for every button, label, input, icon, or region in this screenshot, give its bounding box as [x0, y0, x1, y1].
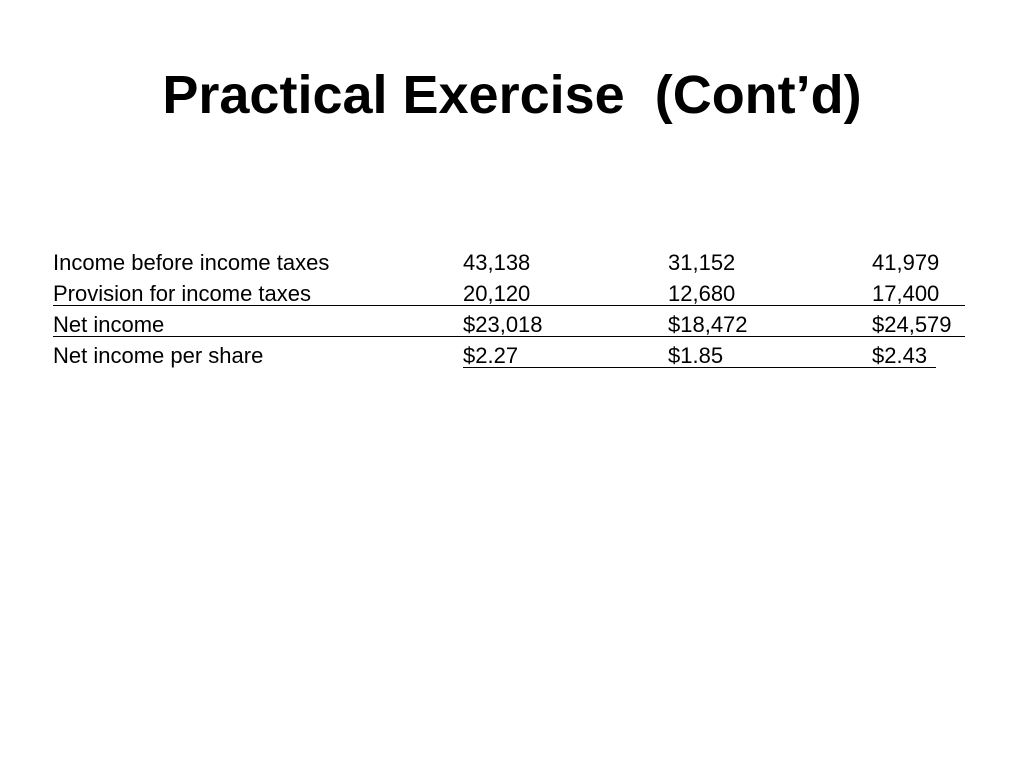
- row-label: Provision for income taxes: [53, 281, 311, 306]
- row-label: Income before income taxes: [53, 250, 330, 275]
- table-row-provision-for-taxes: [53, 278, 973, 309]
- row-value-col2: $1.85: [668, 343, 724, 368]
- row-value-col1: 20,120: [463, 281, 531, 306]
- row-underline: [463, 367, 936, 368]
- row-label: Net income: [53, 312, 165, 337]
- row-value-col3: 17,400: [872, 281, 940, 306]
- row-value-col1: $23,018: [463, 312, 543, 337]
- row-value-col2: $18,472: [668, 312, 748, 337]
- row-value-col3: $2.43: [872, 343, 928, 368]
- row-label: Net income per share: [53, 343, 264, 368]
- slide-title: Practical Exercise (Cont’d): [162, 65, 862, 125]
- row-underline: [53, 305, 965, 306]
- table-row-net-income-per-share: [53, 340, 973, 371]
- row-value-col3: $24,579: [872, 312, 952, 337]
- row-value-col1: 43,138: [463, 250, 531, 275]
- row-underline: [53, 336, 965, 337]
- row-value-col2: 31,152: [668, 250, 736, 275]
- table-row-net-income: [53, 309, 973, 340]
- income-statement-table: [53, 247, 973, 371]
- row-value-col1: $2.27: [463, 343, 519, 368]
- row-value-col2: 12,680: [668, 281, 736, 306]
- table-row-income-before-taxes: [53, 247, 973, 278]
- row-value-col3: 41,979: [872, 250, 940, 275]
